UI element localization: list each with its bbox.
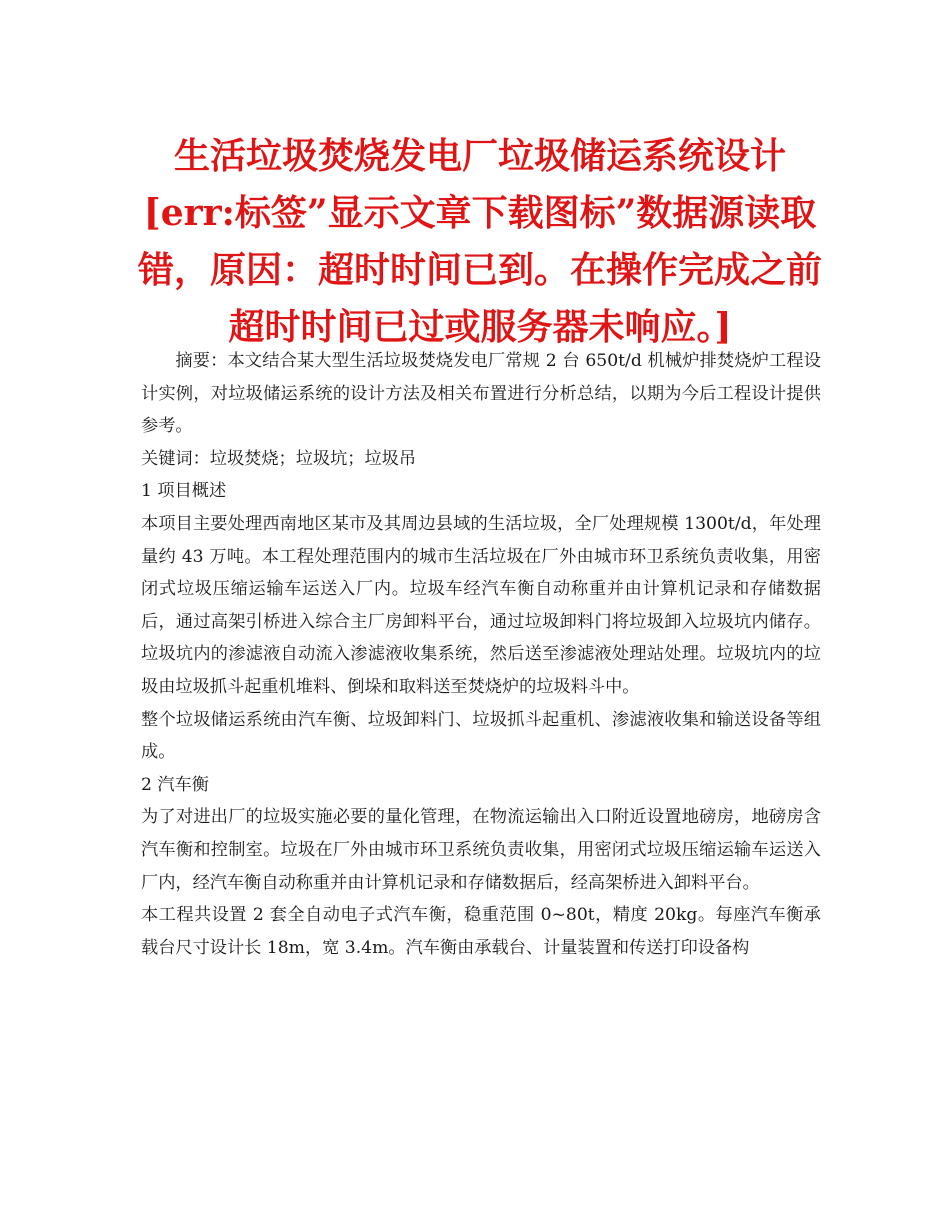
section-2-paragraph-1: 为了对进出厂的垃圾实施必要的量化管理，在物流运输出入口附近设置地磅房，地磅房含汽车衡和控制室。垃圾在厂外由城市环卫系统负责收集，用密闭式垃圾压缩运输车运送入厂内，经汽车衡自动称重并由计算机记录和存储数据后，经高架桥进入卸料平台。 [141,807,821,893]
keywords-line: 关键词：垃圾焚烧；垃圾坑；垃圾吊 [141,448,417,469]
document-title: 生活垃圾焚烧发电厂垃圾储运系统设计[err:标签”显示文章下载图标”数据源读取错，原因：超时时间已到。在操作完成之前超时时间已过或服务器未响应。] [138,135,823,348]
section-1-paragraph-2: 整个垃圾储运系统由汽车衡、垃圾卸料门、垃圾抓斗起重机、渗滤液收集和输送设备等组成。 [141,709,821,763]
section-heading-1: 1 项目概述 [141,481,227,502]
section-1-paragraph-1: 本项目主要处理西南地区某市及其周边县域的生活垃圾，全厂处理规模 1300t/d，年处理量约 43 万吨。本工程处理范围内的城市生活垃圾在厂外由城市环卫系统负责收集，用密闭式垃圾压缩运输车运送入厂内。垃圾车经汽车衡自动称重并由计算机记录和存储数据后，通过高架引桥进入综合主厂房卸料平台，通过垃圾卸料门将垃圾卸入垃圾坑内储存。垃圾坑内的渗滤液自动流入渗滤液收集系统，然后送至渗滤液处理站处理。垃圾坑内的垃圾由垃圾抓斗起重机堆料、倒垛和取料送至焚烧炉的垃圾料斗中。 [141,513,821,697]
abstract-paragraph: 摘要：本文结合某大型生活垃圾焚烧发电厂常规 2 台 650t/d 机械炉排焚烧炉工程设计实例，对垃圾储运系统的设计方法及相关布置进行分析总结，以期为今后工程设计提供参考。 [141,351,821,437]
section-heading-2: 2 汽车衡 [141,774,209,795]
section-2-paragraph-2: 本工程共设置 2 套全自动电子式汽车衡，稳重范围 0~80t，精度 20kg。每座汽车衡承载台尺寸设计长 18m，宽 3.4m。汽车衡由承载台、计量装置和传送打印设备构 [141,905,821,958]
document-body [141,345,821,964]
